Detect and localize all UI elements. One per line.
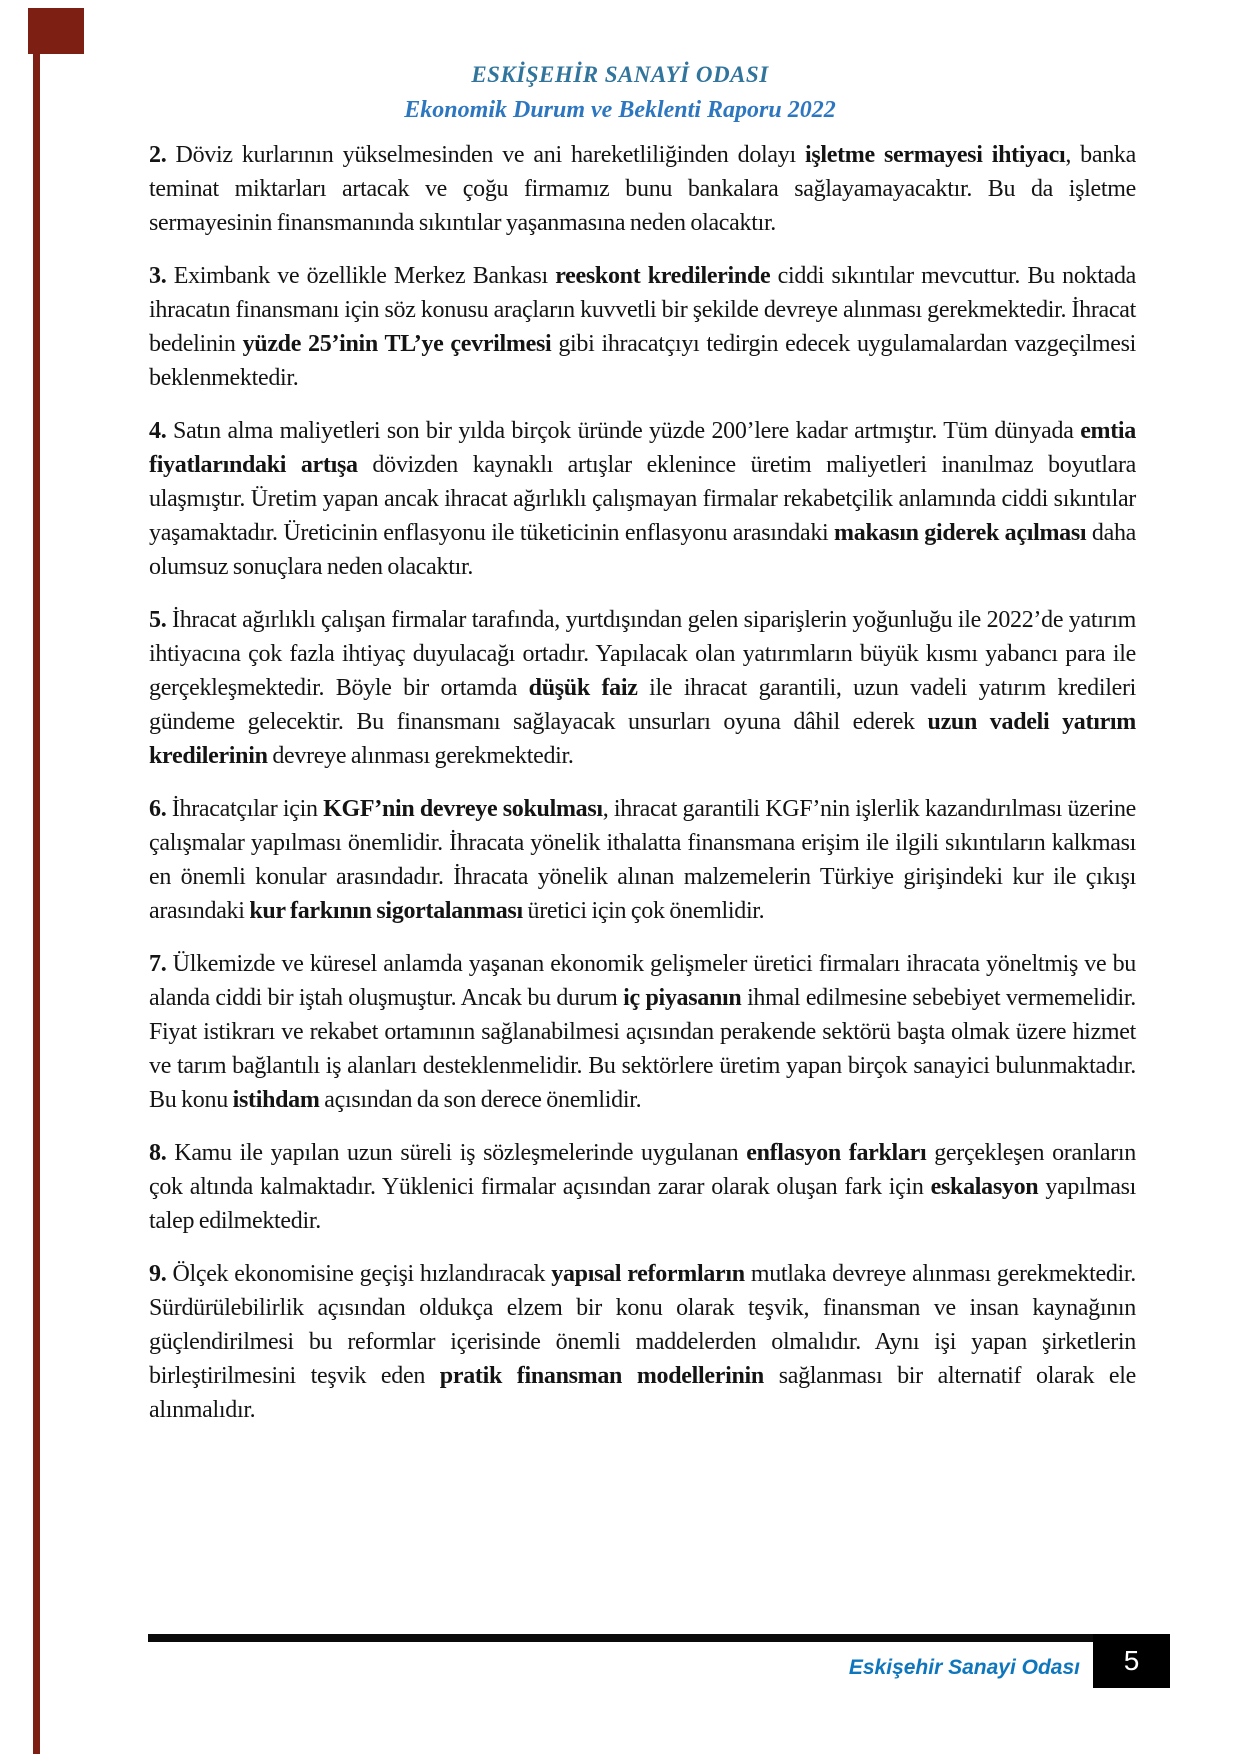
paragraph: 4. Satın alma maliyetleri son bir yılda birçok üründe yüzde 200’lere kadar artmıştır. Tüm dünyada emtia fiyatlarındaki artışa dövizden kaynaklı artışlar eklenince üretim maliyetleri inanılmaz boyutlara ulaşmıştır. Üretim yapan ancak ihracat ağırlıklı çalışmayan firmalar rekabetçilik anlamında ciddi sıkıntılar yaşamaktadır. Üreticinin enflasyonu ile tüketicinin enflasyonu arasındaki makasın giderek açılması daha olumsuz sonuçlara neden olacaktır. <box>149 418 1136 580</box>
paragraph: 6. İhracatçılar için KGF’nin devreye sokulması, ihracat garantili KGF’nin işlerlik kazandırılması üzerine çalışmalar yapılması önemlidir. İhracata yönelik ithalatta finansmana erişim ile ilgili sıkıntıların kalkması en önemli konular arasındadır. İhracata yönelik alınan malzemelerin Türkiye girişindeki kur ile çıkışı arasındaki kur farkının sigortalanması üretici için çok önemlidir. <box>149 796 1136 924</box>
paragraph-list <box>149 138 1136 1446</box>
red-left-border <box>33 8 40 1754</box>
org-title: ESKİŞEHİR SANAYİ ODASI <box>471 62 769 87</box>
page-header <box>0 58 1240 128</box>
paragraph: 8. Kamu ile yapılan uzun süreli iş sözleşmelerinde uygulanan enflasyon farkları gerçekleşen oranların çok altında kalmaktadır. Yüklenici firmalar açısından zarar olarak oluşan fark için eskalasyon yapılması talep edilmektedir. <box>149 1140 1137 1234</box>
footer-rule <box>148 1634 1093 1642</box>
report-title: Ekonomik Durum ve Beklenti Raporu 2022 <box>404 97 836 123</box>
paragraph: 5. İhracat ağırlıklı çalışan firmalar tarafında, yurtdışından gelen siparişlerin yoğunluğu ile 2022’de yatırım ihtiyacına çok fazla ihtiyaç duyulacağı ortadır. Yapılacak olan yatırımların büyük kısmı yabancı para ile gerçekleşmektedir. Böyle bir ortamda düşük faiz ile ihracat garantili, uzun vadeli yatırım kredileri gündeme gelecektir. Bu finansmanı sağlayacak unsurları oyuna dâhil ederek uzun vadeli yatırım kredilerinin devreye alınması gerekmektedir. <box>149 607 1137 769</box>
page-number: 5 <box>1123 1645 1140 1676</box>
paragraph: 3. Eximbank ve özellikle Merkez Bankası reeskont kredilerinde ciddi sıkıntılar mevcuttur. Bu noktada ihracatın finansmanı için söz konusu araçların kuvvetli bir şekilde devreye alınması gerekmektedir. İhracat bedelinin yüzde 25’inin TL’ye çevrilmesi gibi ihracatçıyı tedirgin edecek uygulamalardan vazgeçilmesi beklenmektedir. <box>149 263 1136 391</box>
paragraph: 2. Döviz kurlarının yükselmesinden ve ani hareketliliğinden dolayı işletme sermayesi ihtiyacı, banka teminat miktarları artacak ve çoğu firmamız bunu bankalara sağlayamayacaktır. Bu da işletme sermayesinin finansmanında sıkıntılar yaşanmasına neden olacaktır. <box>149 142 1136 236</box>
footer-org-name: Eskişehir Sanayi Odası <box>848 1656 1080 1679</box>
paragraph: 9. Ölçek ekonomisine geçişi hızlandıracak yapısal reformların mutlaka devreye alınması gerekmektedir. Sürdürülebilirlik açısından oldukça elzem bir konu olarak teşvik, finansman ve insan kaynağının güçlendirilmesi bu reformlar içerisinde önemli maddelerden olmalıdır. Aynı işi yapan şirketlerin birleştirilmesini teşvik eden pratik finansman modellerinin sağlanması bir alternatif olarak ele alınmalıdır. <box>149 1261 1136 1423</box>
paragraph: 7. Ülkemizde ve küresel anlamda yaşanan ekonomik gelişmeler üretici firmaları ihracata yöneltmiş ve bu alanda ciddi bir iştah oluşmuştur. Ancak bu durum iç piyasanın ihmal edilmesine sebebiyet vermemelidir. Fiyat istikrarı ve rekabet ortamının sağlanabilmesi açısından perakende sektörü başta olmak üzere hizmet ve tarım bağlantılı iş alanları desteklenmelidir. Bu sektörlere üretim yapan birçok sanayici bulunmaktadır. Bu konu istihdam açısından da son derece önemlidir. <box>149 951 1136 1113</box>
page-number-box <box>1093 1634 1170 1688</box>
